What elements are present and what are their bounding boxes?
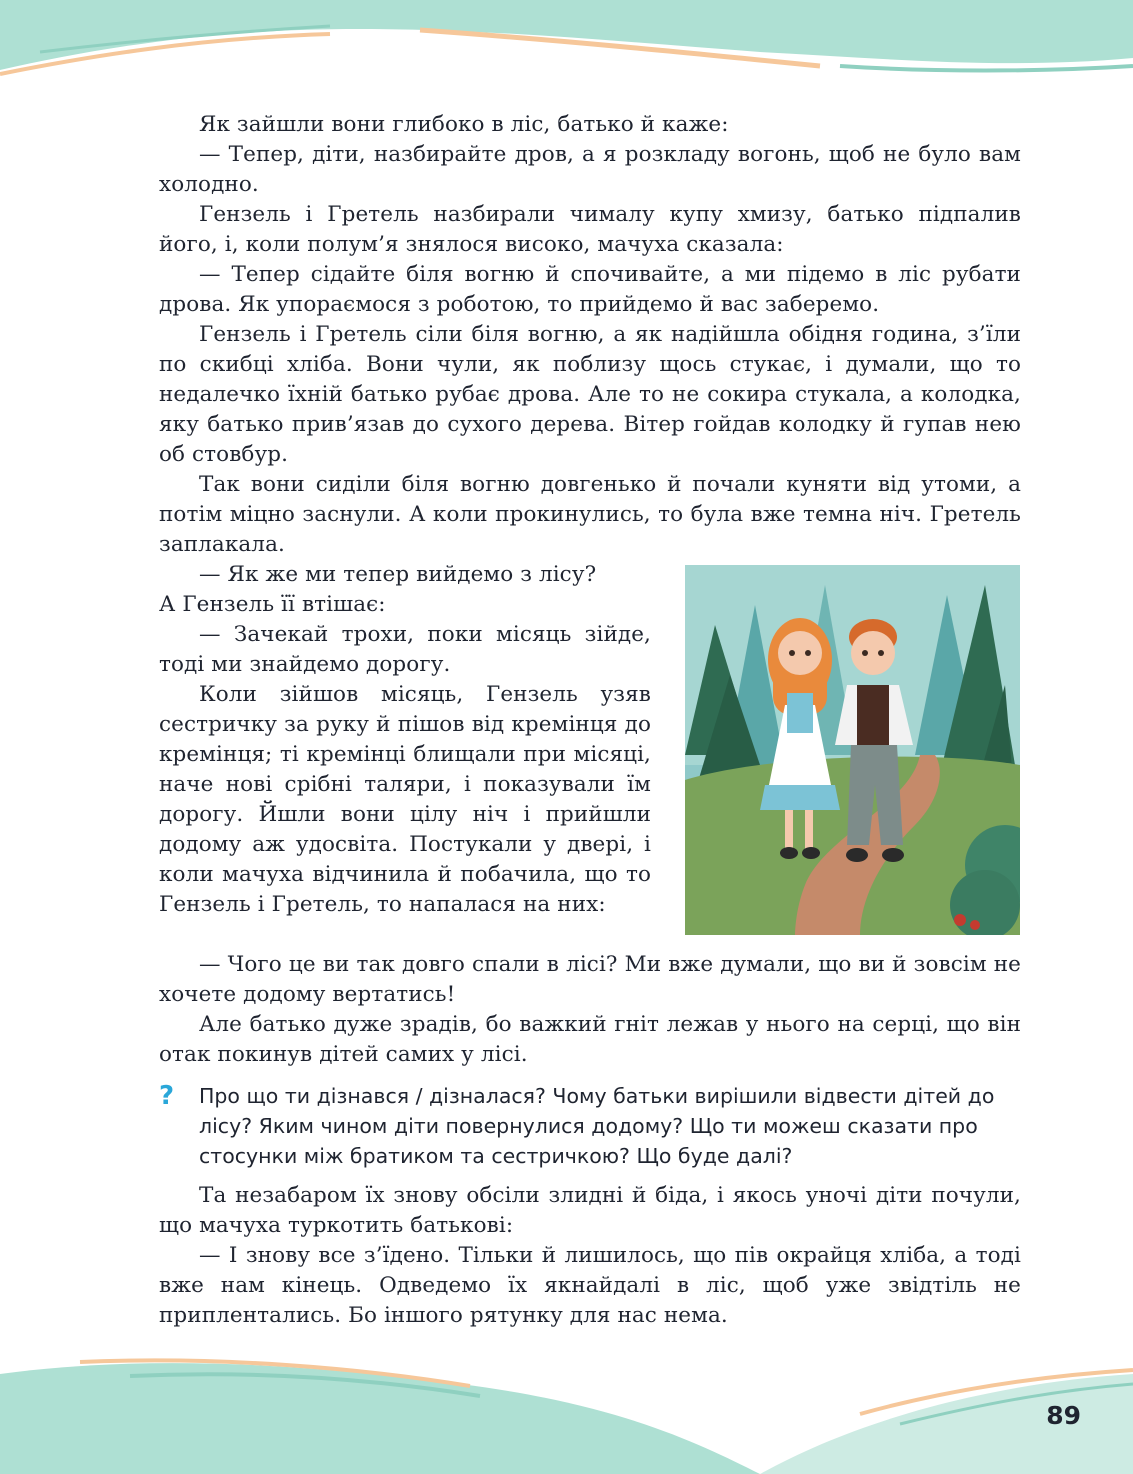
hansel-gretel-illustration [685,565,1020,935]
question-mark-icon: ? [159,1081,175,1111]
bottom-wave-decoration [0,1354,1133,1474]
paragraph: Та незабаром їх знову обсіли злидні й біда, і якось уночі діти почули, що мачуха туркотить батькові: [159,1183,1021,1238]
paragraph: Гензель і Гретель сіли біля вогню, а як надійшла обідня година, з’їли по скибці хліба. Вони чули, як поблизу щось стукає, і думали, що то недалечко їхній батько рубає дрова. Але то не сокира стукала, а колодка, яку батько прив’язав до сухого дерева. Вітер гойдав колодку й гупав нею об стовбур. [159,322,1021,467]
paragraph: — Чого це ви так довго спали в лісі? Ми вже думали, що ви й зовсім не хочете додому вертатись! [159,952,1021,1007]
comprehension-question [159,1081,1039,1171]
story-text-block-4 [159,1181,1021,1331]
paragraph: Коли зійшов місяць, Гензель узяв сестричку за руку й пішов від кремінця до кремінця; ті кремінці блищали при місяці, наче нові срібні таляри, і показували їм дорогу. Йшли вони цілу ніч і прийшли додому аж удосвіта. Постукали у двері, і коли мачуха відчинила й побачила, що то Гензель і Гретель, то напалася на них: [159,682,651,917]
paragraph: — Як же ми тепер вийдемо з лісу? [199,562,597,587]
paragraph: — Зачекай трохи, поки місяць зійде, тоді ми знайдемо дорогу. [159,622,651,677]
paragraph: А Гензель її втішає: [159,592,386,617]
paragraph: Як зайшли вони глибоко в ліс, батько й каже: [199,112,729,137]
question-text: Про що ти дізнався / дізналася? Чому батьки вирішили відвести дітей до лісу? Яким чином діти повернулися додому? Що ти можеш сказати про стосунки між братиком та сестричкою? Що буде далі? [199,1084,995,1168]
paragraph: Але батько дуже зрадів, бо важкий гніт лежав у нього на серці, що він отак покинув дітей самих у лісі. [159,1012,1021,1067]
paragraph: — Тепер, діти, назбирайте дров, а я розкладу вогонь, щоб не було вам холодно. [159,142,1021,197]
paragraph: — І знову все з’їдено. Тільки й лишилось, що пів окрайця хліба, а тоді вже нам кінець. Одведемо їх якнайдалі в ліс, щоб уже звідтіль не приплентались. Бо іншого рятунку для нас нема. [159,1243,1021,1328]
page-number: 89 [1046,1401,1081,1430]
paragraph: — Тепер сідайте біля вогню й спочивайте, а ми підемо в ліс рубати дрова. Як упораємося з роботою, то прийдемо й вас заберемо. [159,262,1021,317]
top-wave-decoration [0,0,1133,90]
story-text-block-1 [159,110,1021,560]
paragraph: Так вони сиділи біля вогню довгенько й почали куняти від утоми, а потім міцно заснули. А коли прокинулись, то була вже темна ніч. Гретель заплакала. [159,472,1021,557]
story-text-block-2 [159,560,651,920]
story-text-block-3 [159,950,1021,1070]
paragraph: Гензель і Гретель назбирали чималу купу хмизу, батько підпалив його, і, коли полум’я знялося високо, мачуха сказала: [159,202,1021,257]
